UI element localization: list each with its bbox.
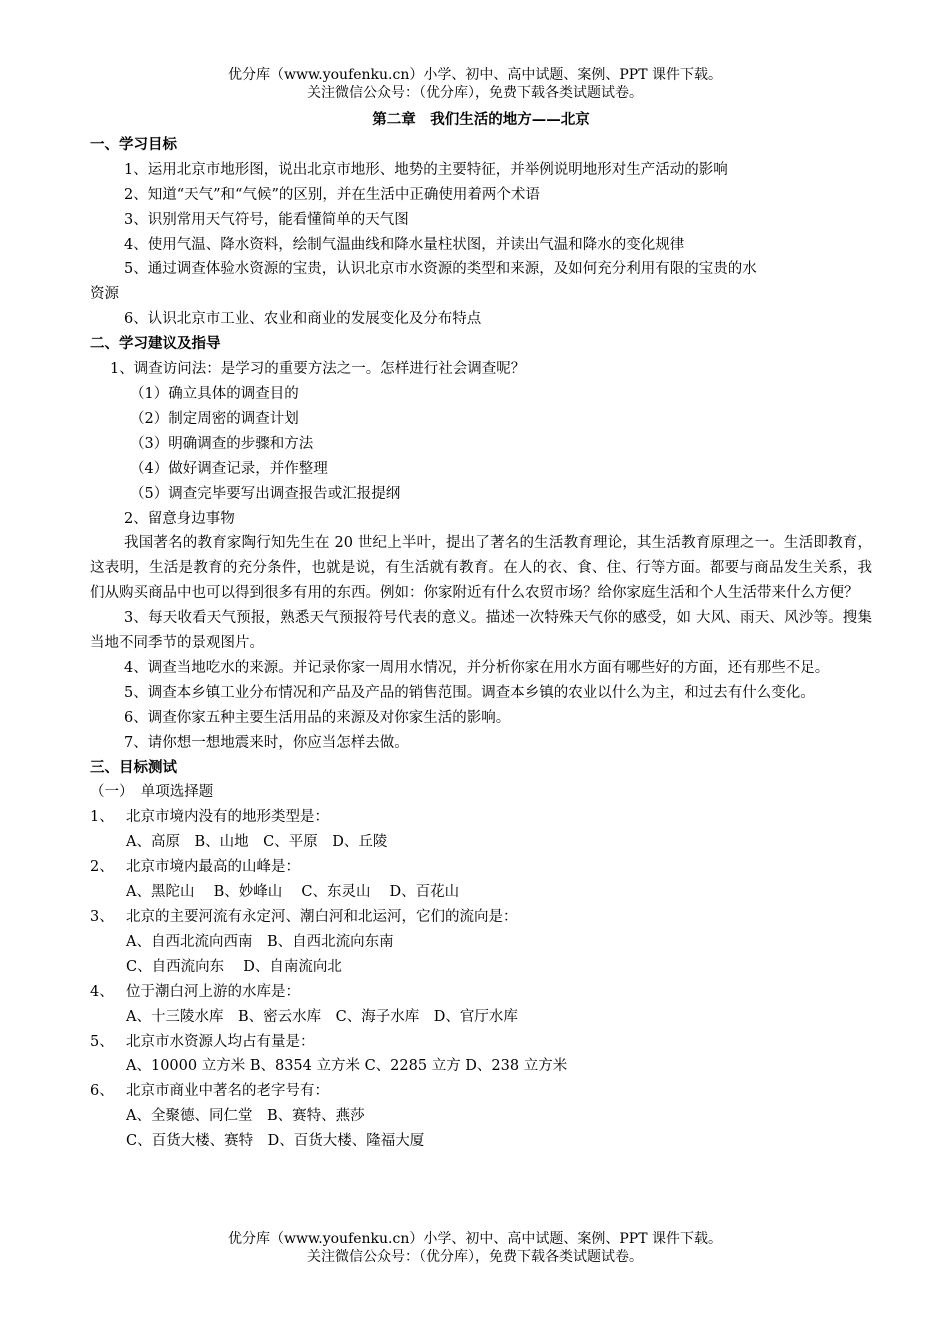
footer-line-1: 优分库（www.youfenku.cn）小学、初中、高中试题、案例、PPT 课件下载。 (227, 1231, 722, 1247)
goal-item: 2、知道“天气”和“气候”的区别，并在生活中正确使用着两个术语 (124, 186, 540, 203)
question-1 (90, 805, 872, 830)
guidance-method: 1、调查访问法：是学习的重要方法之一。怎样进行社会调查呢？ (110, 361, 526, 378)
question-text: 位于潮白河上游的水库是： (126, 983, 300, 1000)
question-options: A、黑陀山 B、妙峰山 C、东灵山 D、百花山 (126, 884, 460, 901)
guidance-item-2: 2、留意身边事物 (124, 510, 235, 527)
page-footer (0, 1230, 950, 1266)
question-options: A、全聚德、同仁堂 B、赛特、燕莎 (126, 1108, 365, 1125)
guidance-paragraph: 3、每天收看天气预报，熟悉天气预报符号代表的意义。描述一次特殊天气你的感受，如 大风、雨天、风沙等。搜集当地不同季节的景观图片。 (90, 610, 872, 652)
question-4 (90, 980, 872, 1005)
header-line-1: 优分库（www.youfenku.cn）小学、初中、高中试题、案例、PPT 课件下载。 (227, 67, 722, 83)
guidance-paragraph: 我国著名的教育家陶行知先生在 20 世纪上半叶，提出了著名的生活教育理论，其生活教育原理之一。生活即教育，这表明，生活是教育的充分条件，也就是说，有生活就有教育。在人的衣、食、住、行等方面。都要与商品发生关系，我们从购买商品中也可以得到很多有用的东西。例如：你家附近有什么农贸市场？给你家庭生活和个人生活带来什么方便？ (90, 535, 872, 602)
survey-step: （2）制定周密的调查计划 (130, 410, 299, 427)
survey-step: （5）调查完毕要写出调查报告或汇报提纲 (130, 485, 401, 502)
question-options: A、10000 立方米 B、8354 立方米 C、2285 立方 D、238 立方米 (126, 1058, 568, 1075)
guidance-item-6: 6、调查你家五种主要生活用品的来源及对你家生活的影响。 (124, 709, 511, 726)
guidance-paragraph: 5、调查本乡镇工业分布情况和产品及产品的销售范围。调查本乡镇的农业以什么为主，和过去有什么变化。 (124, 684, 815, 701)
question-options: A、自西北流向西南 B、自西北流向东南 (126, 933, 394, 950)
question-options: C、自西流向东 D、自南流向北 (126, 958, 342, 975)
question-text: 北京的主要河流有永定河、潮白河和北运河，它们的流向是： (126, 909, 518, 925)
question-number: 6、 (90, 1083, 114, 1100)
section-heading-test: 三、目标测试 (90, 759, 177, 776)
header-line-2: 关注微信公众号：（优分库），免费下载各类试题试卷。 (307, 85, 643, 101)
goal-item: 6、认识北京市工业、农业和商业的发展变化及分布特点 (124, 311, 482, 328)
question-number: 4、 (90, 983, 114, 1000)
page-header (0, 66, 950, 102)
goal-item: 1、运用北京市地形图，说出北京市地形、地势的主要特征，并举例说明地形对生产活动的影响 (124, 161, 728, 178)
section-heading-goals: 一、学习目标 (90, 136, 177, 153)
question-number: 3、 (90, 909, 114, 925)
question-text: 北京市境内最高的山峰是： (126, 859, 300, 876)
question-5 (90, 1030, 872, 1055)
guidance-item-7: 7、请你想一想地震来时，你应当怎样去做。 (124, 734, 409, 751)
question-3 (90, 905, 872, 930)
question-text: 北京市商业中著名的老字号有： (126, 1083, 329, 1100)
question-2 (90, 855, 872, 880)
question-text: 北京市水资源人均占有量是： (126, 1033, 315, 1050)
survey-step: （1）确立具体的调查目的 (130, 385, 299, 402)
question-options: C、百货大楼、赛特 D、百货大楼、隆福大厦 (126, 1133, 425, 1150)
question-text: 北京市境内没有的地形类型是： (126, 809, 329, 826)
goal-item: 4、使用气温、降水资料，绘制气温曲线和降水量柱状图，并读出气温和降水的变化规律 (124, 236, 685, 253)
section-heading-guidance: 二、学习建议及指导 (90, 336, 221, 353)
question-6 (90, 1079, 872, 1104)
question-number: 2、 (90, 859, 114, 876)
question-number: 1、 (90, 809, 114, 826)
survey-step: （4）做好调查记录，并作整理 (130, 460, 328, 477)
chapter-title: 第二章 我们生活的地方——北京 (372, 111, 590, 128)
question-options: A、高原 B、山地 C、平原 D、丘陵 (126, 834, 388, 851)
question-number: 5、 (90, 1033, 114, 1050)
footer-line-2: 关注微信公众号：（优分库），免费下载各类试题试卷。 (307, 1249, 643, 1265)
document-body (90, 111, 872, 1154)
survey-step: （3）明确调查的步骤和方法 (130, 435, 314, 452)
goal-item-continuation: 资源 (90, 286, 119, 303)
goal-item: 3、识别常用天气符号，能看懂简单的天气图 (124, 211, 409, 228)
goal-item: 5、通过调查体验水资源的宝贵，认识北京市水资源的类型和来源，及如何充分利用有限的宝贵的水 (124, 261, 757, 278)
test-subheading: （一） 单项选择题 (90, 784, 214, 801)
guidance-paragraph: 4、调查当地吃水的来源。并记录你家一周用水情况，并分析你家在用水方面有哪些好的方面，还有那些不足。 (124, 659, 830, 676)
question-options: A、十三陵水库 B、密云水库 C、海子水库 D、官厅水库 (126, 1008, 518, 1025)
